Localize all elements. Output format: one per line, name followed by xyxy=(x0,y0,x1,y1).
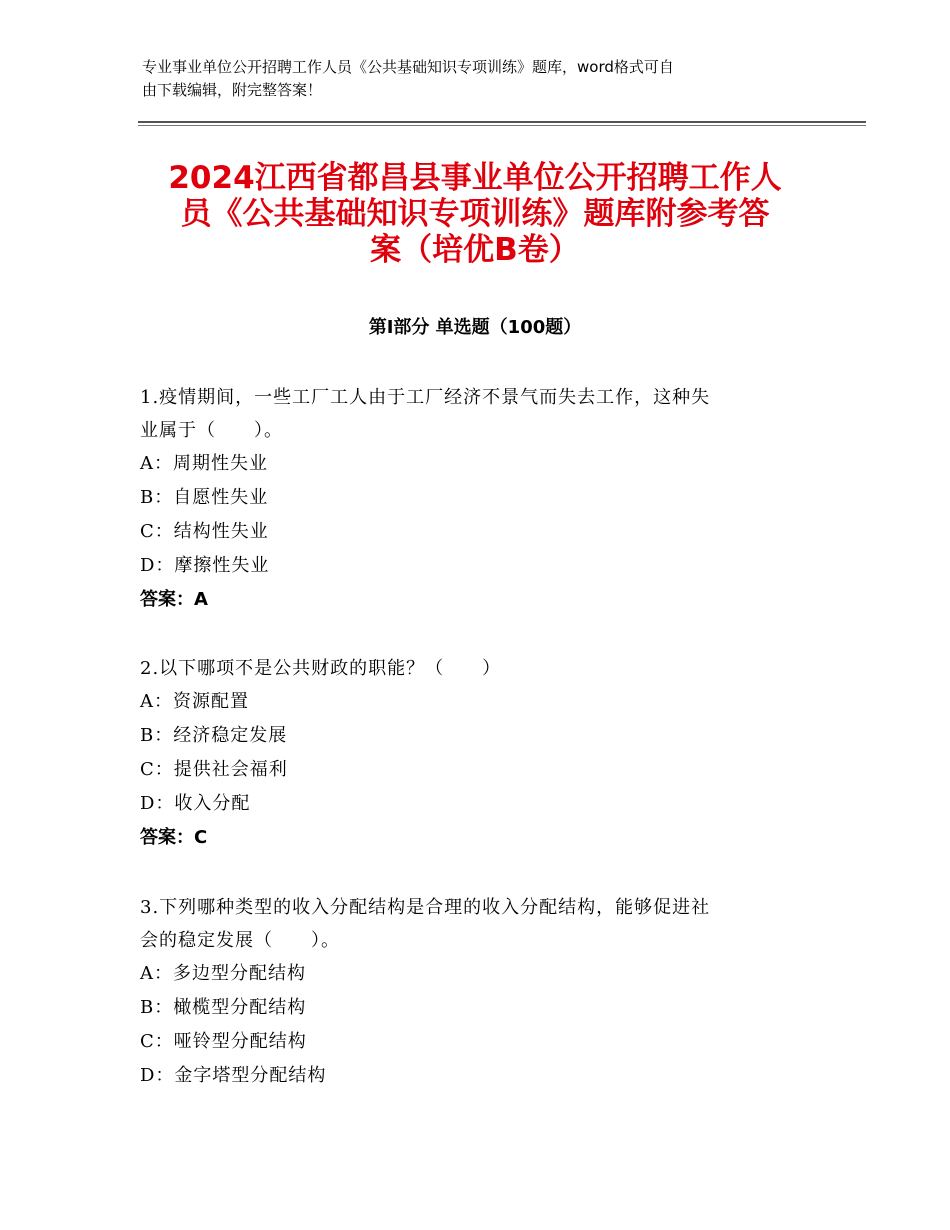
option-c: C：结构性失业 xyxy=(140,521,269,542)
document-title xyxy=(140,160,810,268)
question-2 xyxy=(140,652,810,855)
document-title-line-3: 案（培优B卷） xyxy=(370,232,580,268)
question-1 xyxy=(140,381,810,617)
question-stem-line-1: 3.下列哪种类型的收入分配结构是合理的收入分配结构，能够促进社 xyxy=(140,897,711,918)
option-d: D：金字塔型分配结构 xyxy=(140,1065,327,1086)
option-c: C：提供社会福利 xyxy=(140,759,288,780)
question-stem-line-1: 2.以下哪项不是公共财政的职能？（ ） xyxy=(140,658,502,679)
header-note-line-2: 由下载编辑，附完整答案！ xyxy=(142,81,323,99)
option-a: A：资源配置 xyxy=(140,691,249,712)
option-a: A：周期性失业 xyxy=(140,453,268,474)
question-stem-line-2: 会的稳定发展（ ）。 xyxy=(140,930,340,951)
option-d: D：摩擦性失业 xyxy=(140,555,270,576)
question-3 xyxy=(140,891,810,1093)
option-b: B：经济稳定发展 xyxy=(140,725,288,746)
document-title-line-1: 2024江西省都昌县事业单位公开招聘工作人 xyxy=(168,160,782,196)
option-b: B：自愿性失业 xyxy=(140,487,269,508)
option-b: B：橄榄型分配结构 xyxy=(140,997,307,1018)
header-note-line-1: 专业事业单位公开招聘工作人员《公共基础知识专项训练》题库，word格式可自 xyxy=(142,58,674,76)
header-rule-thick xyxy=(138,121,866,123)
answer: 答案：C xyxy=(140,827,208,848)
option-d: D：收入分配 xyxy=(140,793,251,814)
question-stem-line-1: 1.疫情期间，一些工厂工人由于工厂经济不景气而失去工作，这种失 xyxy=(140,387,711,408)
header-note xyxy=(142,56,812,102)
answer: 答案：A xyxy=(140,589,208,610)
document-title-line-2: 员《公共基础知识专项训练》题库附参考答 xyxy=(180,196,770,232)
question-stem-line-2: 业属于（ ）。 xyxy=(140,420,283,441)
option-a: A：多边型分配结构 xyxy=(140,963,306,984)
header-rule-thin xyxy=(138,125,866,126)
option-c: C：哑铃型分配结构 xyxy=(140,1031,307,1052)
section-heading: 第Ⅰ部分 单选题（100题） xyxy=(368,317,582,338)
